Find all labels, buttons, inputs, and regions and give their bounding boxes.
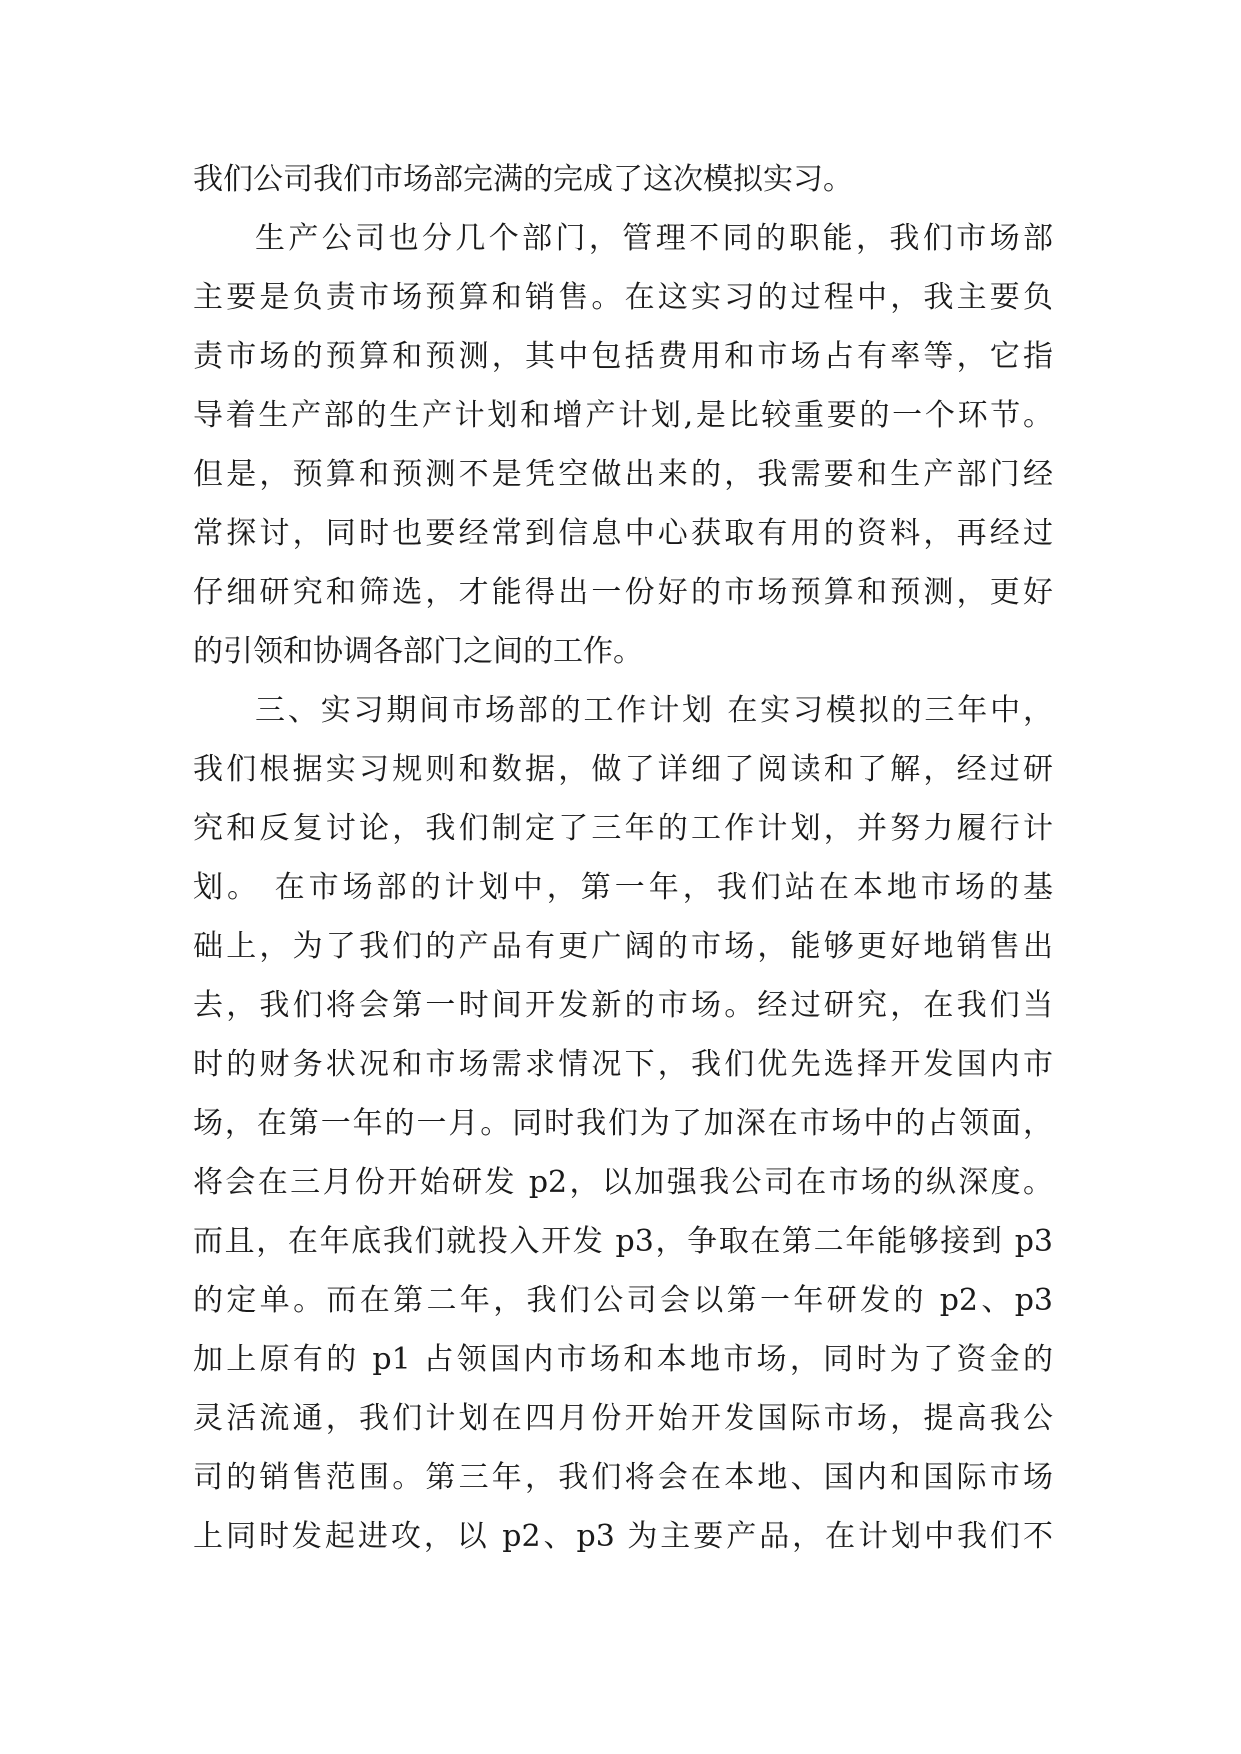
text-line: 导着生产部的生产计划和增产计划,是比较重要的一个环节。 xyxy=(193,398,1053,433)
text-line: 我们根据实习规则和数据，做了详细了阅读和了解，经过研 xyxy=(193,752,1053,787)
text-line: 主要是负责市场预算和销售。在这实习的过程中，我主要负 xyxy=(193,280,1053,315)
text-line: 而且，在年底我们就投入开发 p3，争取在第二年能够接到 p3 xyxy=(193,1224,1053,1259)
text-line: 司的销售范围。第三年，我们将会在本地、国内和国际市场 xyxy=(193,1460,1053,1495)
text-line: 究和反复讨论，我们制定了三年的工作计划，并努力履行计 xyxy=(193,811,1053,846)
text-line: 将会在三月份开始研发 p2，以加强我公司在市场的纵深度。 xyxy=(193,1165,1053,1200)
text-line: 的定单。而在第二年，我们公司会以第一年研发的 p2、p3 xyxy=(193,1283,1053,1318)
text-line: 划。 在市场部的计划中，第一年，我们站在本地市场的基 xyxy=(193,870,1053,905)
text-line: 时的财务状况和市场需求情况下，我们优先选择开发国内市 xyxy=(193,1047,1053,1082)
text-line: 三、实习期间市场部的工作计划 在实习模拟的三年中， xyxy=(255,693,1053,728)
text-line: 常探讨，同时也要经常到信息中心获取有用的资料，再经过 xyxy=(193,516,1053,551)
text-line: 场，在第一年的一月。同时我们为了加深在市场中的占领面， xyxy=(193,1106,1053,1141)
text-line: 生产公司也分几个部门，管理不同的职能，我们市场部 xyxy=(255,221,1053,256)
text-line: 去，我们将会第一时间开发新的市场。经过研究，在我们当 xyxy=(193,988,1053,1023)
document-body xyxy=(193,150,1053,1566)
text-line: 的引领和协调各部门之间的工作。 xyxy=(193,634,643,669)
text-line: 础上，为了我们的产品有更广阔的市场，能够更好地销售出 xyxy=(193,929,1053,964)
text-line: 但是，预算和预测不是凭空做出来的，我需要和生产部门经 xyxy=(193,457,1053,492)
text-line: 灵活流通，我们计划在四月份开始开发国际市场，提高我公 xyxy=(193,1401,1053,1436)
text-line: 我们公司我们市场部完满的完成了这次模拟实习。 xyxy=(193,162,853,197)
text-line: 加上原有的 p1 占领国内市场和本地市场，同时为了资金的 xyxy=(193,1342,1053,1377)
text-line: 上同时发起进攻，以 p2、p3 为主要产品，在计划中我们不 xyxy=(193,1519,1053,1554)
text-line: 仔细研究和筛选，才能得出一份好的市场预算和预测，更好 xyxy=(193,575,1053,610)
text-line: 责市场的预算和预测，其中包括费用和市场占有率等，它指 xyxy=(193,339,1053,374)
